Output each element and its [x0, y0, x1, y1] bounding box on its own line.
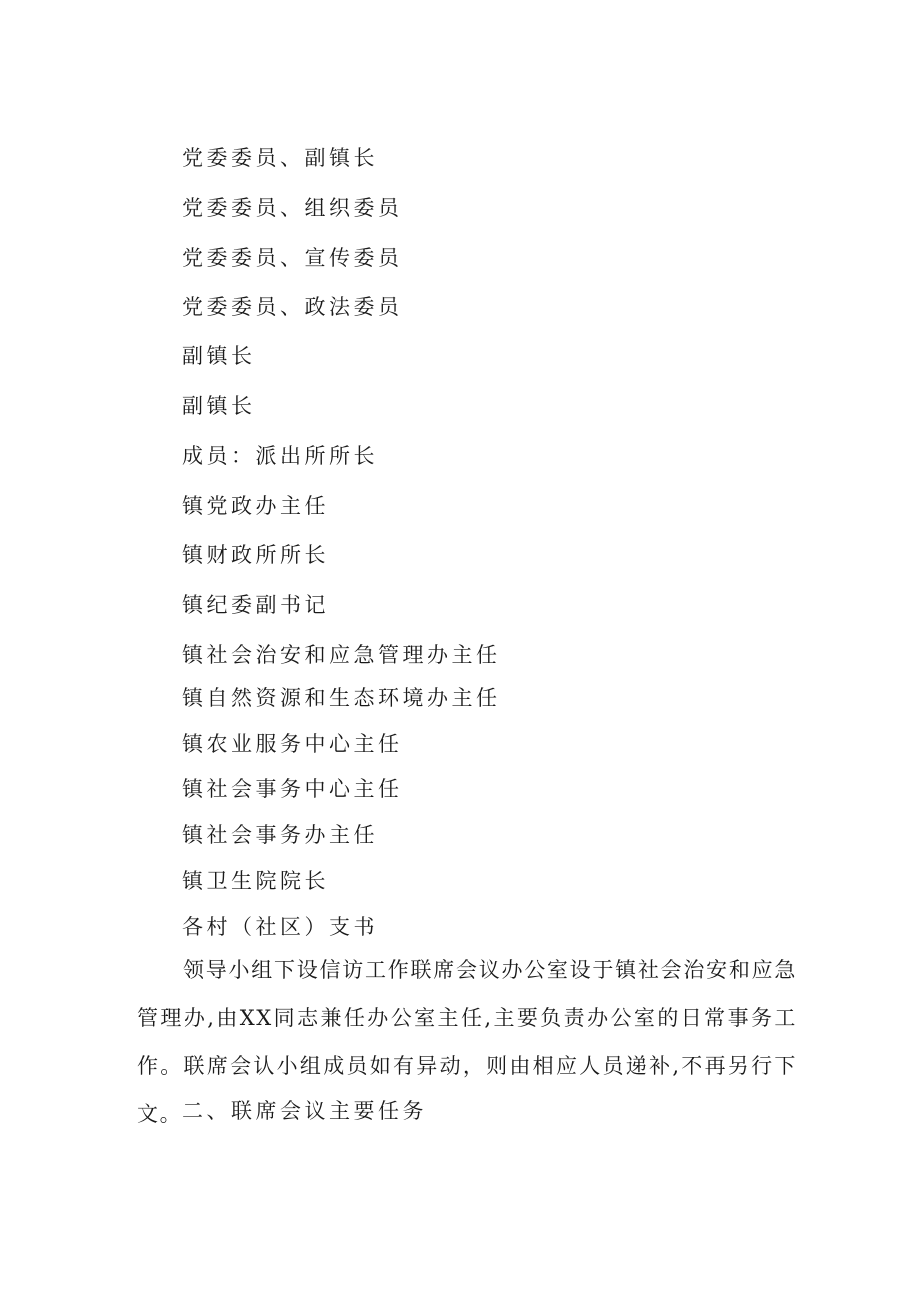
- member-line: 成员：派出所所长: [182, 444, 378, 468]
- member-line: 镇社会事务办主任: [182, 823, 378, 847]
- member-line: 党委委员、宣传委员: [182, 246, 403, 270]
- member-line: 党委委员、政法委员: [182, 295, 403, 319]
- member-line: 镇卫生院院长: [182, 869, 329, 893]
- member-line: 镇党政办主任: [182, 494, 329, 518]
- member-line: 党委委员、组织委员: [182, 196, 403, 220]
- member-line: 镇社会事务中心主任: [182, 777, 403, 801]
- member-line: 镇农业服务中心主任: [182, 732, 403, 756]
- member-line: 副镇长: [182, 394, 256, 418]
- member-line: 镇纪委副书记: [182, 593, 329, 617]
- member-line: 各村（社区）支书: [182, 915, 378, 939]
- member-line: 镇财政所所长: [182, 543, 329, 567]
- member-line: 镇社会治安和应急管理办主任: [182, 643, 501, 667]
- member-line: 党委委员、副镇长: [182, 146, 378, 170]
- member-line: 镇自然资源和生态环境办主任: [182, 686, 501, 710]
- member-line: 副镇长: [182, 344, 256, 368]
- section-heading: 二、联席会议主要任务: [182, 1099, 427, 1123]
- office-paragraph: 领导小组下设信访工作联席会议办公室设于镇社会治安和应急管理办,由XX同志兼任办公室主任,主要负责办公室的日常事务工作。联席会认小组成员如有异动，则由相应人员递补,不再另行下文。: [137, 958, 797, 1126]
